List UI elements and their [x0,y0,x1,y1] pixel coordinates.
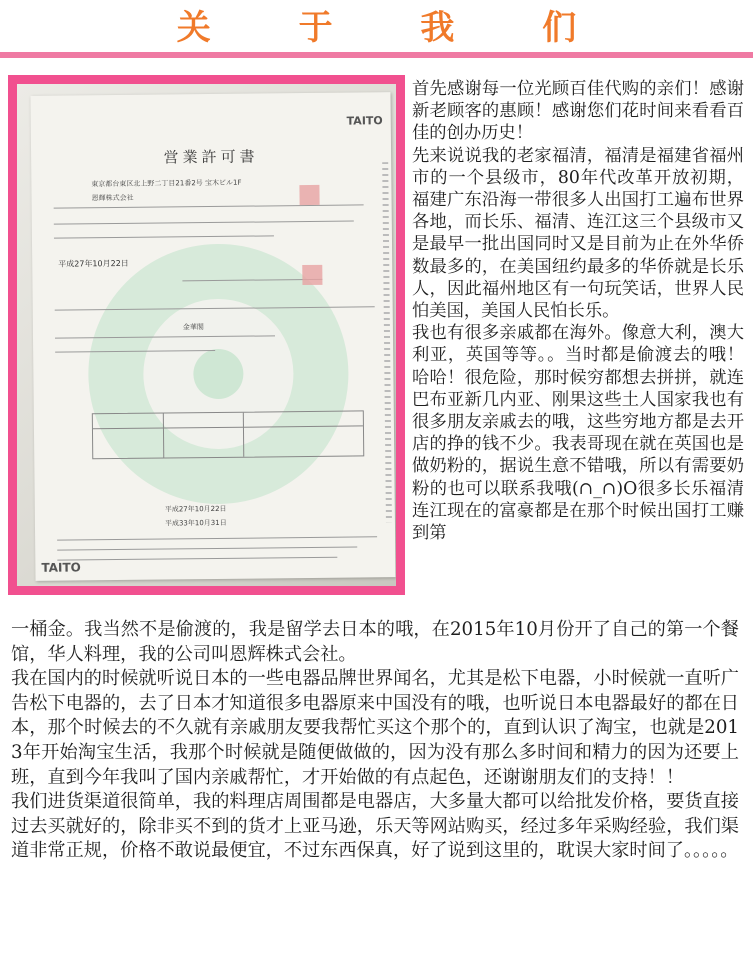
intro-paragraph: 我也有很多亲戚都在海外。像意大利，澳大利亚，英国等等。。当时都是偷渡去的哦！哈哈！很危险，那时候穷都想去拼拼，就连巴布亚新几内亚、刚果这些土人国家我也有很多朋友亲戚去的哦，这些穷地方都是去开店的挣的钱不少。我表哥现在就在英国也是做奶粉的，据说生意不错哦，所以有需要奶粉的也可以联系我哦(∩_∩)O很多长乐福清连江现在的富豪都是在那个时候出国打工赚到第 [412,323,744,544]
story-paragraph: 我在国内的时候就听说日本的一些电器品牌世界闻名，尤其是松下电器，小时候就一直听广告松下电器的，去了日本才知道很多电器原来中国没有的哦，也听说日本电器最好的都在日本，那个时候去的不久就有亲戚朋友要我帮忙买这个那个的，直到认识了淘宝，也就是2013年开始淘宝生活，我那个时候就是随便做做的，因为没有那么多时间和精力的因为还要上班，直到今年我叫了国内亲戚帮忙，才开始做的有点起色，还谢谢朋友们的支持！！ [11,668,739,788]
license-date: 平成27年10月22日 [58,258,129,269]
license-stamp [299,185,319,205]
license-photo [17,84,396,586]
page-title: 关 于 我 们 [176,8,615,48]
license-company: 恩輝株式会社 [91,193,134,203]
license-brand-bottom: TAITO [41,560,81,575]
license-table [92,410,364,459]
story-text [11,618,739,864]
license-period-start: 平成27年10月22日 [164,504,227,514]
story-paragraph: 我们进货渠道很简单，我的料理店周围都是电器店，大多量大都可以给批发价格，要货直接过去买就好的，除非买不到的货才上亚马逊，乐天等网站购买，经过多年采购经验，我们渠道非常正规，价格不敢说最便宜，不过东西保真，好了说到这里的，耽误大家时间了。。。。。 [11,791,739,862]
intro-paragraph: 先来说说我的老家福清，福清是福建省福州市的一个县级市，80年代改革开放初期，福建广东沿海一带很多人出国打工遍布世界各地，而长乐、福清、连江这三个县级市又是最早一批出国同时又是目前为止在外华侨数最多的，在美国纽约最多的华侨就是长乐人，因此福州地区有一句玩笑话，世界人民怕美国，美国人民怕长乐。 [412,145,744,322]
license-photo-frame [8,75,405,595]
license-brand-top: TAITO [346,114,383,128]
intro-paragraph: 首先感谢每一位光顾百佳代购的亲们！感谢新老顾客的惠顾！感谢您们花时间来看看百佳的创办历史！ [412,79,744,144]
license-period-end: 平成33年10月31日 [164,518,227,528]
title-divider [0,52,753,58]
intro-text [412,78,744,544]
license-shop-name: 金華閣 [182,323,204,332]
license-address: 東京都台東区北上野二丁目21番2号 宝木ビル1F [91,178,242,189]
license-title: 営業許可書 [163,147,259,167]
story-paragraph: 一桶金。我当然不是偷渡的，我是留学去日本的哦，在2015年10月份开了自己的第一个餐馆，华人料理，我的公司叫恩辉株式会社。 [11,619,739,665]
business-license-document [30,92,395,581]
